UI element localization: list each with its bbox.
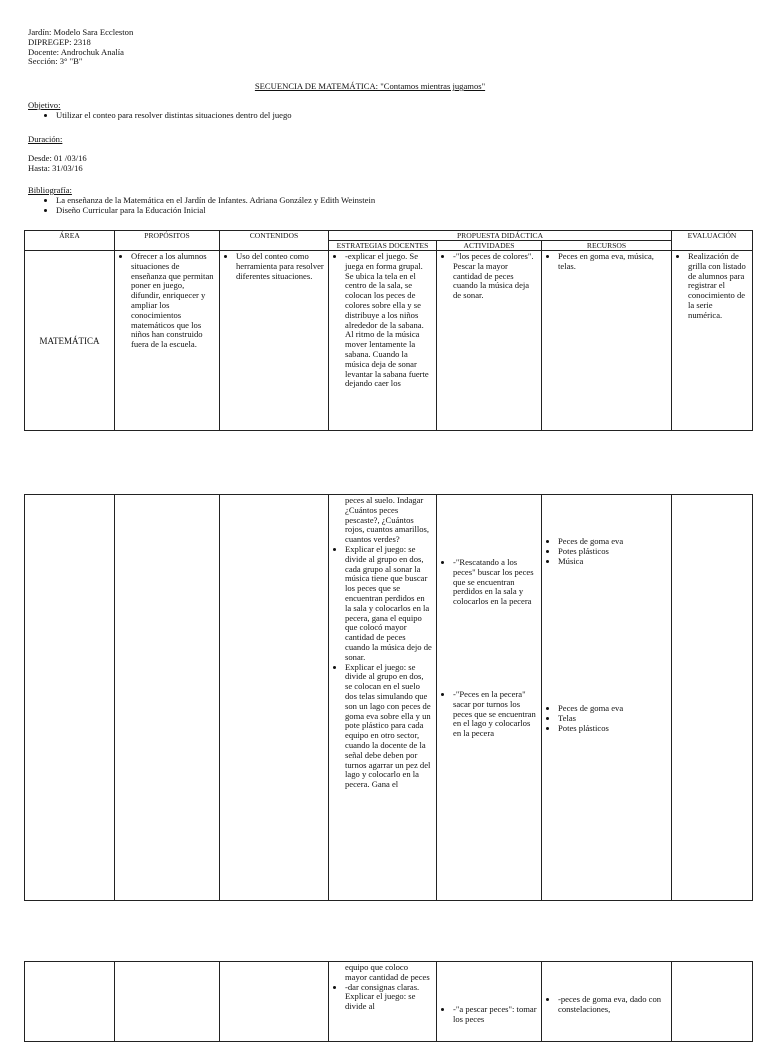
duracion-hasta: Hasta: 31/03/16: [28, 162, 83, 173]
header-contenidos: CONTENIDOS: [220, 231, 329, 251]
teacher-name: Docente: Androchuk Analía: [28, 46, 124, 57]
list-item: • Música: [558, 557, 667, 567]
estrategias-cell: [329, 495, 437, 901]
estrategias-list: [333, 252, 432, 389]
dipregep-code: DIPREGEP: 2318: [28, 36, 91, 47]
header-estrategias: ESTRATEGIAS DOCENTES: [329, 241, 437, 251]
bibliografia-list: [28, 196, 728, 216]
objetivo-block: [28, 101, 728, 121]
list-item: • -"Peces en la pecera" sacar por turnos los peces que se encuentran en el lago y colocarlos en la pecera: [453, 690, 537, 739]
recursos-list: [546, 252, 667, 272]
propositos-cell: [115, 962, 220, 1042]
header-propuesta: PROPUESTA DIDÁCTICA: [329, 231, 672, 241]
estrategias-cell: [329, 962, 437, 1042]
list-item: • Potes plásticos: [558, 547, 667, 557]
sequence-table-page-1: [24, 230, 753, 431]
list-item: • Ofrecer a los alumnos situaciones de enseñanza que permitan poner en juego, difundir, enriquecer y ampliar los conocimientos matemáticos que los niños han construido fuera de la escuela.: [131, 252, 215, 350]
bibliografia-label: Bibliografía:: [28, 185, 72, 195]
recursos-cell: [542, 495, 672, 901]
estrategias-cell: [329, 251, 437, 431]
estrategias-continuation: equipo que coloco mayor cantidad de peces: [345, 962, 430, 982]
recursos-list: [546, 995, 667, 1015]
contenidos-cell: [220, 962, 329, 1042]
recursos-cell: [542, 251, 672, 431]
contenidos-cell: [220, 251, 329, 431]
estrategias-continuation: peces al suelo. Indagar ¿Cuántos peces pescaste?, ¿Cuántos rojos, cuantos amarillos, cuantos verdes?: [345, 495, 430, 545]
list-item: • -peces de goma eva, dado con constelaciones,: [558, 995, 667, 1015]
actividades-list: [441, 1005, 537, 1025]
duracion-desde: Desde: 01 /03/16: [28, 152, 87, 163]
list-item: • Potes plásticos: [558, 724, 667, 734]
evaluacion-cell: [672, 495, 753, 901]
list-item: • Peces en goma eva, música, telas.: [558, 252, 667, 272]
area-cell: [25, 962, 115, 1042]
header-actividades: ACTIVIDADES: [437, 241, 542, 251]
recursos-list: [546, 537, 667, 566]
list-item: • -dar consignas claras. Explicar el juego: se divide al: [345, 983, 432, 1012]
list-item: • Explicar el juego: se divide al grupo en dos, se colocan en el suelo dos telas simulando que son un lago con peces de goma eva sobre ella y un pote plástico para cada equipo en otro sector, cuando la docente de la señal debe deben por turnos agarrar un pez del lago y colocarlo en la pecera. Gana el: [345, 663, 432, 790]
bibliografia-item: • Diseño Curricular para la Educación Inicial: [56, 206, 728, 216]
propositos-list: [119, 252, 215, 350]
sequence-table-page-3: [24, 961, 753, 1042]
duracion-label: Duración:: [28, 134, 63, 144]
list-item: • -"a pescar peces": tomar los peces: [453, 1005, 537, 1025]
list-item: • Explicar el juego: se divide al grupo en dos, cada grupo al sonar la música tiene que buscar los peces que se encuentran perdidos en la sala y colocarlos en la pecera, gana el equipo que colocó mayor cantidad de peces cuando la música dejo de sonar.: [345, 545, 432, 663]
duracion-block: [28, 135, 87, 173]
actividades-list: [441, 558, 537, 607]
header-evaluacion: EVALUACIÓN: [672, 231, 753, 251]
area-cell: [25, 495, 115, 901]
school-name: Jardín: Modelo Sara Eccleston: [28, 27, 134, 37]
list-item: • -"los peces de colores". Pescar la mayor cantidad de peces cuando la música deja de sonar.: [453, 252, 537, 301]
actividades-cell: [437, 251, 542, 431]
actividades-cell: [437, 962, 542, 1042]
recursos-list: [546, 704, 667, 733]
evaluacion-cell: [672, 962, 753, 1042]
evaluacion-list: [676, 252, 748, 321]
contenidos-list: [224, 252, 324, 281]
list-item: • Realización de grilla con listado de alumnos para registrar el conocimiento de la serie numérica.: [688, 252, 748, 321]
list-item: • Peces de goma eva: [558, 537, 667, 547]
list-item: • -"Rescatando a los peces" buscar los peces que se encuentran perdidos en la sala y colocarlos en la pecera: [453, 558, 537, 607]
bibliografia-item: • La enseñanza de la Matemática en el Jardín de Infantes. Adriana González y Edith Weinstein: [56, 196, 728, 206]
bibliografia-block: [28, 186, 728, 215]
estrategias-list: [333, 545, 432, 790]
contenidos-cell: [220, 495, 329, 901]
objetivo-label: Objetivo:: [28, 100, 61, 110]
area-cell: MATEMÁTICA: [25, 251, 115, 431]
propositos-cell: [115, 495, 220, 901]
estrategias-list: [333, 983, 432, 1012]
propositos-cell: [115, 251, 220, 431]
actividades-cell: [437, 495, 542, 901]
list-item: • Peces de goma eva: [558, 704, 667, 714]
header-propositos: PROPÓSITOS: [115, 231, 220, 251]
actividades-list: [441, 690, 537, 739]
actividades-list: [441, 252, 537, 301]
header-block: [28, 28, 133, 67]
evaluacion-cell: [672, 251, 753, 431]
recursos-cell: [542, 962, 672, 1042]
header-recursos: RECURSOS: [542, 241, 672, 251]
list-item: • -explicar el juego. Se juega en forma grupal. Se ubica la tela en el centro de la sala, se colocan los peces de colores sobre ella y se distribuye a los niños alrededor de la sabana. Al ritmo de la música mover lentamente la sabana. Cuando la música deja de sonar levantar la sabana fuerte dejando caer los: [345, 252, 432, 389]
list-item: • Uso del conteo como herramienta para resolver diferentes situaciones.: [236, 252, 324, 281]
header-area: ÁREA: [25, 231, 115, 251]
sequence-table-page-2: [24, 494, 753, 901]
objetivo-list: [28, 111, 728, 121]
section-name: Sección: 3° "B": [28, 56, 83, 67]
objetivo-item: • Utilizar el conteo para resolver distintas situaciones dentro del juego: [56, 111, 728, 121]
document-title: SECUENCIA DE MATEMÁTICA: "Contamos mientras jugamos": [254, 81, 486, 91]
list-item: • Telas: [558, 714, 667, 724]
